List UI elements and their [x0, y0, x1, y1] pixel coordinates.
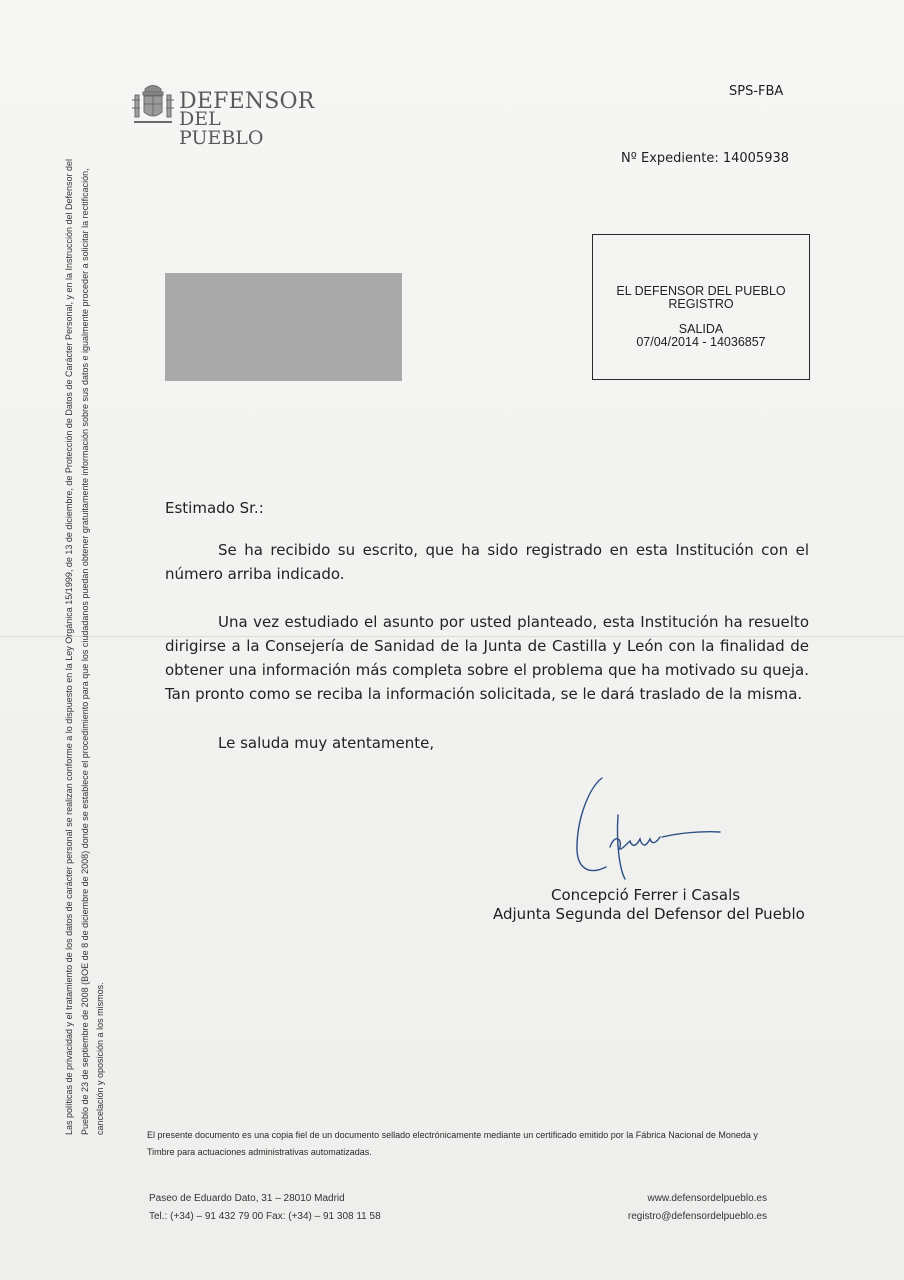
signer-name: Concepció Ferrer i Casals: [551, 886, 741, 904]
footer-contact-block: [628, 1190, 767, 1226]
privacy-notice-line: Las políticas de privacidad y el tratamiento de los datos de carácter personal se realizan conforme a lo dispuesto en la Ley Orgánica 15/1999, de 13 de diciembre, de Protección de Datos de Carácter Personal, y en la Instrucción del Defensor del: [64, 158, 74, 1135]
registry-stamp: [592, 234, 810, 380]
redacted-address-block: [165, 273, 402, 381]
footer-phone-fax: Tel.: (+34) – 91 432 79 00 Fax: (+34) – 91 308 11 58: [149, 1211, 381, 1222]
letter-greeting: Estimado Sr.:: [165, 499, 264, 517]
electronic-seal-note: El presente documento es una copia fiel de un documento sellado electrónicamente mediante un certificado emitido por la Fábrica Nacional de Moneda y Timbre para actuaciones administrativas automatizadas.: [147, 1130, 758, 1157]
defensor-del-pueblo-logo: [130, 82, 315, 149]
letter-paragraph-2: Una vez estudiado el asunto por usted planteado, esta Institución ha resuelto dirigirse a la Consejería de Sanidad de la Junta de Castilla y León con la finalidad de obtener una información más completa sobre el problema que ha motivado su queja. Tan pronto como se reciba la información solicitada, se le dará traslado de la misma.: [165, 613, 809, 703]
coat-of-arms-icon: [130, 82, 176, 128]
stamp-line-exit: SALIDA: [678, 322, 724, 336]
logo-text-defensor: DEFENSOR: [179, 89, 315, 114]
handwritten-signature: [570, 775, 730, 885]
letter-closing: Le saluda muy atentamente,: [218, 734, 435, 752]
letter-paragraph-1: Se ha recibido su escrito, que ha sido registrado en esta Institución con el número arriba indicado.: [165, 541, 809, 583]
signer-role: Adjunta Segunda del Defensor del Pueblo: [493, 905, 805, 923]
reference-code: SPS-FBA: [729, 84, 784, 99]
stamp-line-registry: REGISTRO: [668, 297, 734, 311]
privacy-notice-line: cancelación y oposición a los mismos.: [95, 982, 105, 1135]
stamp-line-date-number: 07/04/2014 - 14036857: [636, 335, 766, 349]
expediente-number: Nº Expediente: 14005938: [621, 151, 790, 166]
footer-email: registro@defensordelpueblo.es: [627, 1211, 767, 1222]
footer-address: Paseo de Eduardo Dato, 31 – 28010 Madrid: [149, 1193, 345, 1204]
footer-address-block: [149, 1190, 381, 1226]
privacy-notice-vertical: [62, 158, 109, 1135]
logo-text-del-pueblo: DEL PUEBLO: [179, 108, 264, 149]
stamp-line-institution: EL DEFENSOR DEL PUEBLO: [616, 284, 786, 298]
privacy-notice-line: Pueblo de 23 de septiembre de 2008 (BOE de 8 de diciembre de 2008) donde se establece el procedimiento para que los ciudadanos puedan obtener gratuitamente información sobre sus datos e igualmente proceder a solicitar la rectificación,: [79, 168, 90, 1135]
footer-website: www.defensordelpueblo.es: [647, 1193, 767, 1204]
